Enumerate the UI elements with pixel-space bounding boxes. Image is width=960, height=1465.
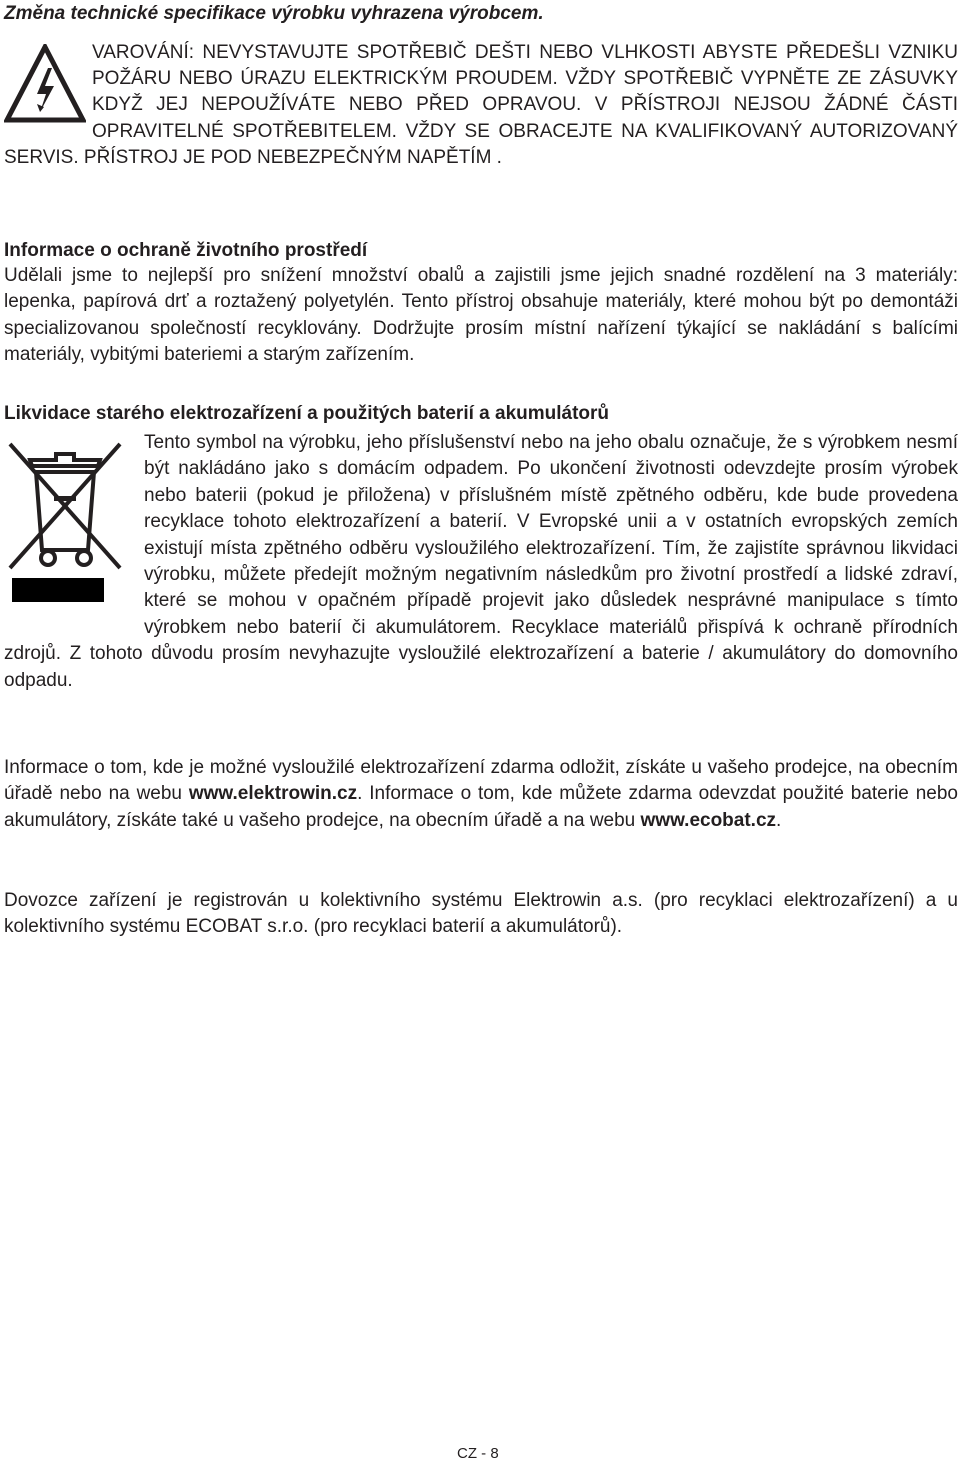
disposal-heading: Likvidace starého elektrozařízení a použitých baterií a akumulátorů (4, 403, 610, 424)
elektrowin-link[interactable]: www.elektrowin.cz (188, 783, 358, 805)
electric-hazard-icon (4, 44, 86, 124)
warning-text: NEVYSTAVUJTE SPOTŘEBIČ DEŠTI NEBO VLHKOSTI ABYSTE PŘEDEŠLI VZNIKU POŽÁRU NEBO ÚRAZU ELEKTRICKÝM PROUDEM. VŽDY SPOTŘEBIČ VYPNĚTE ZE ZÁSUVKY KDYŽ JEJ NEPOUŽÍVÁTE NEBO PŘED OPRAVOU. V PŘÍSTROJI NEJSOU ŽÁDNÉ ČÁSTI OPRAVITELNÉ SPOTŘEBITELEM. VŽDY SE OBRACEJTE NA KVALIFIKOVANÝ AUTORIZOVANÝ SERVIS. PŘÍSTROJ JE POD NEBEZPEČNÝM NAPĚTÍM . (4, 42, 958, 168)
environment-heading: Informace o ochraně životního prostředí (4, 240, 368, 261)
warning-label: VAROVÁNÍ: (92, 42, 203, 63)
info-text-3: . (776, 809, 782, 831)
info-text-1: Informace o tom, kde je možné vysloužilé elektrozařízení zdarma odložit, získáte u vašeho prodejce, na obecním úřadě nebo na webu (4, 757, 958, 805)
disposal-heading-block (4, 402, 958, 426)
environment-section (4, 239, 958, 369)
page-number: CZ - 8 (457, 1445, 499, 1462)
specification-note: Změna technické specifikace výrobku vyhrazena výrobcem. (4, 3, 544, 24)
disposal-text: Tento symbol na výrobku, jeho příslušenství nebo na jeho obalu označuje, že s výrobkem nesmí být nakládáno jako s domácím odpadem. Po ukončení životnosti odevzdejte prosím výrobek nebo baterii (pokud je přiložena) v příslušném místě zpětného odběru, kde bude provedena recyklace tohoto elektrozařízení a baterií. V Evropské unii a v ostatních evropských zemích existují místa zpětného odběru vysloužilého elektrozařízení. Tím, že zajistíte správnou likvidaci výrobku, můžete předejít možným negativním následkům pro životní prostředí a lidské zdraví, které se mohou v opačném případě projevit jako důsledek nesprávné manipulace s tímto výrobkem nebo baterií či akumulátorem. Recyklace materiálů přispívá k ochraně přírodních zdrojů. Z tohoto důvodu prosím nevyhazujte vysloužilé elektrozařízení a baterie / akumulátory do domovního odpadu. (4, 432, 958, 691)
collection-info (4, 755, 958, 834)
disposal-section (4, 430, 958, 694)
importer-info (4, 888, 958, 941)
ecobat-link[interactable]: www.ecobat.cz (640, 809, 777, 831)
crossed-out-wheelie-bin-icon (4, 430, 136, 618)
info-text-2: . Informace o tom, kde můžete zdarma odevzdat použité baterie nebo akumulátory, získáte také u vašeho prodejce, na obecním úřadě a na webu (4, 783, 958, 831)
safety-warning (4, 40, 958, 171)
environment-text: Udělali jsme to nejlepší pro snížení množství obalů a zajistili jsme jejich snadné rozdělení na 3 materiály: lepenka, papírová drť a roztažený polyetylén. Tento přístroj obsahuje materiály, které mohou být po demontáži specializovanou společností recyklovány. Dodržujte prosím místní nařízení týkající se nakládání s balícími materiály, vybitými bateriemi a starým zařízením. (4, 265, 958, 366)
importer-text: Dovozce zařízení je registrován u kolektivního systému Elektrowin a.s. (pro recyklaci elektrozařízení) a u kolektivního systému ECOBAT s.r.o. (pro recyklaci baterií a akumulátorů). (4, 890, 958, 938)
